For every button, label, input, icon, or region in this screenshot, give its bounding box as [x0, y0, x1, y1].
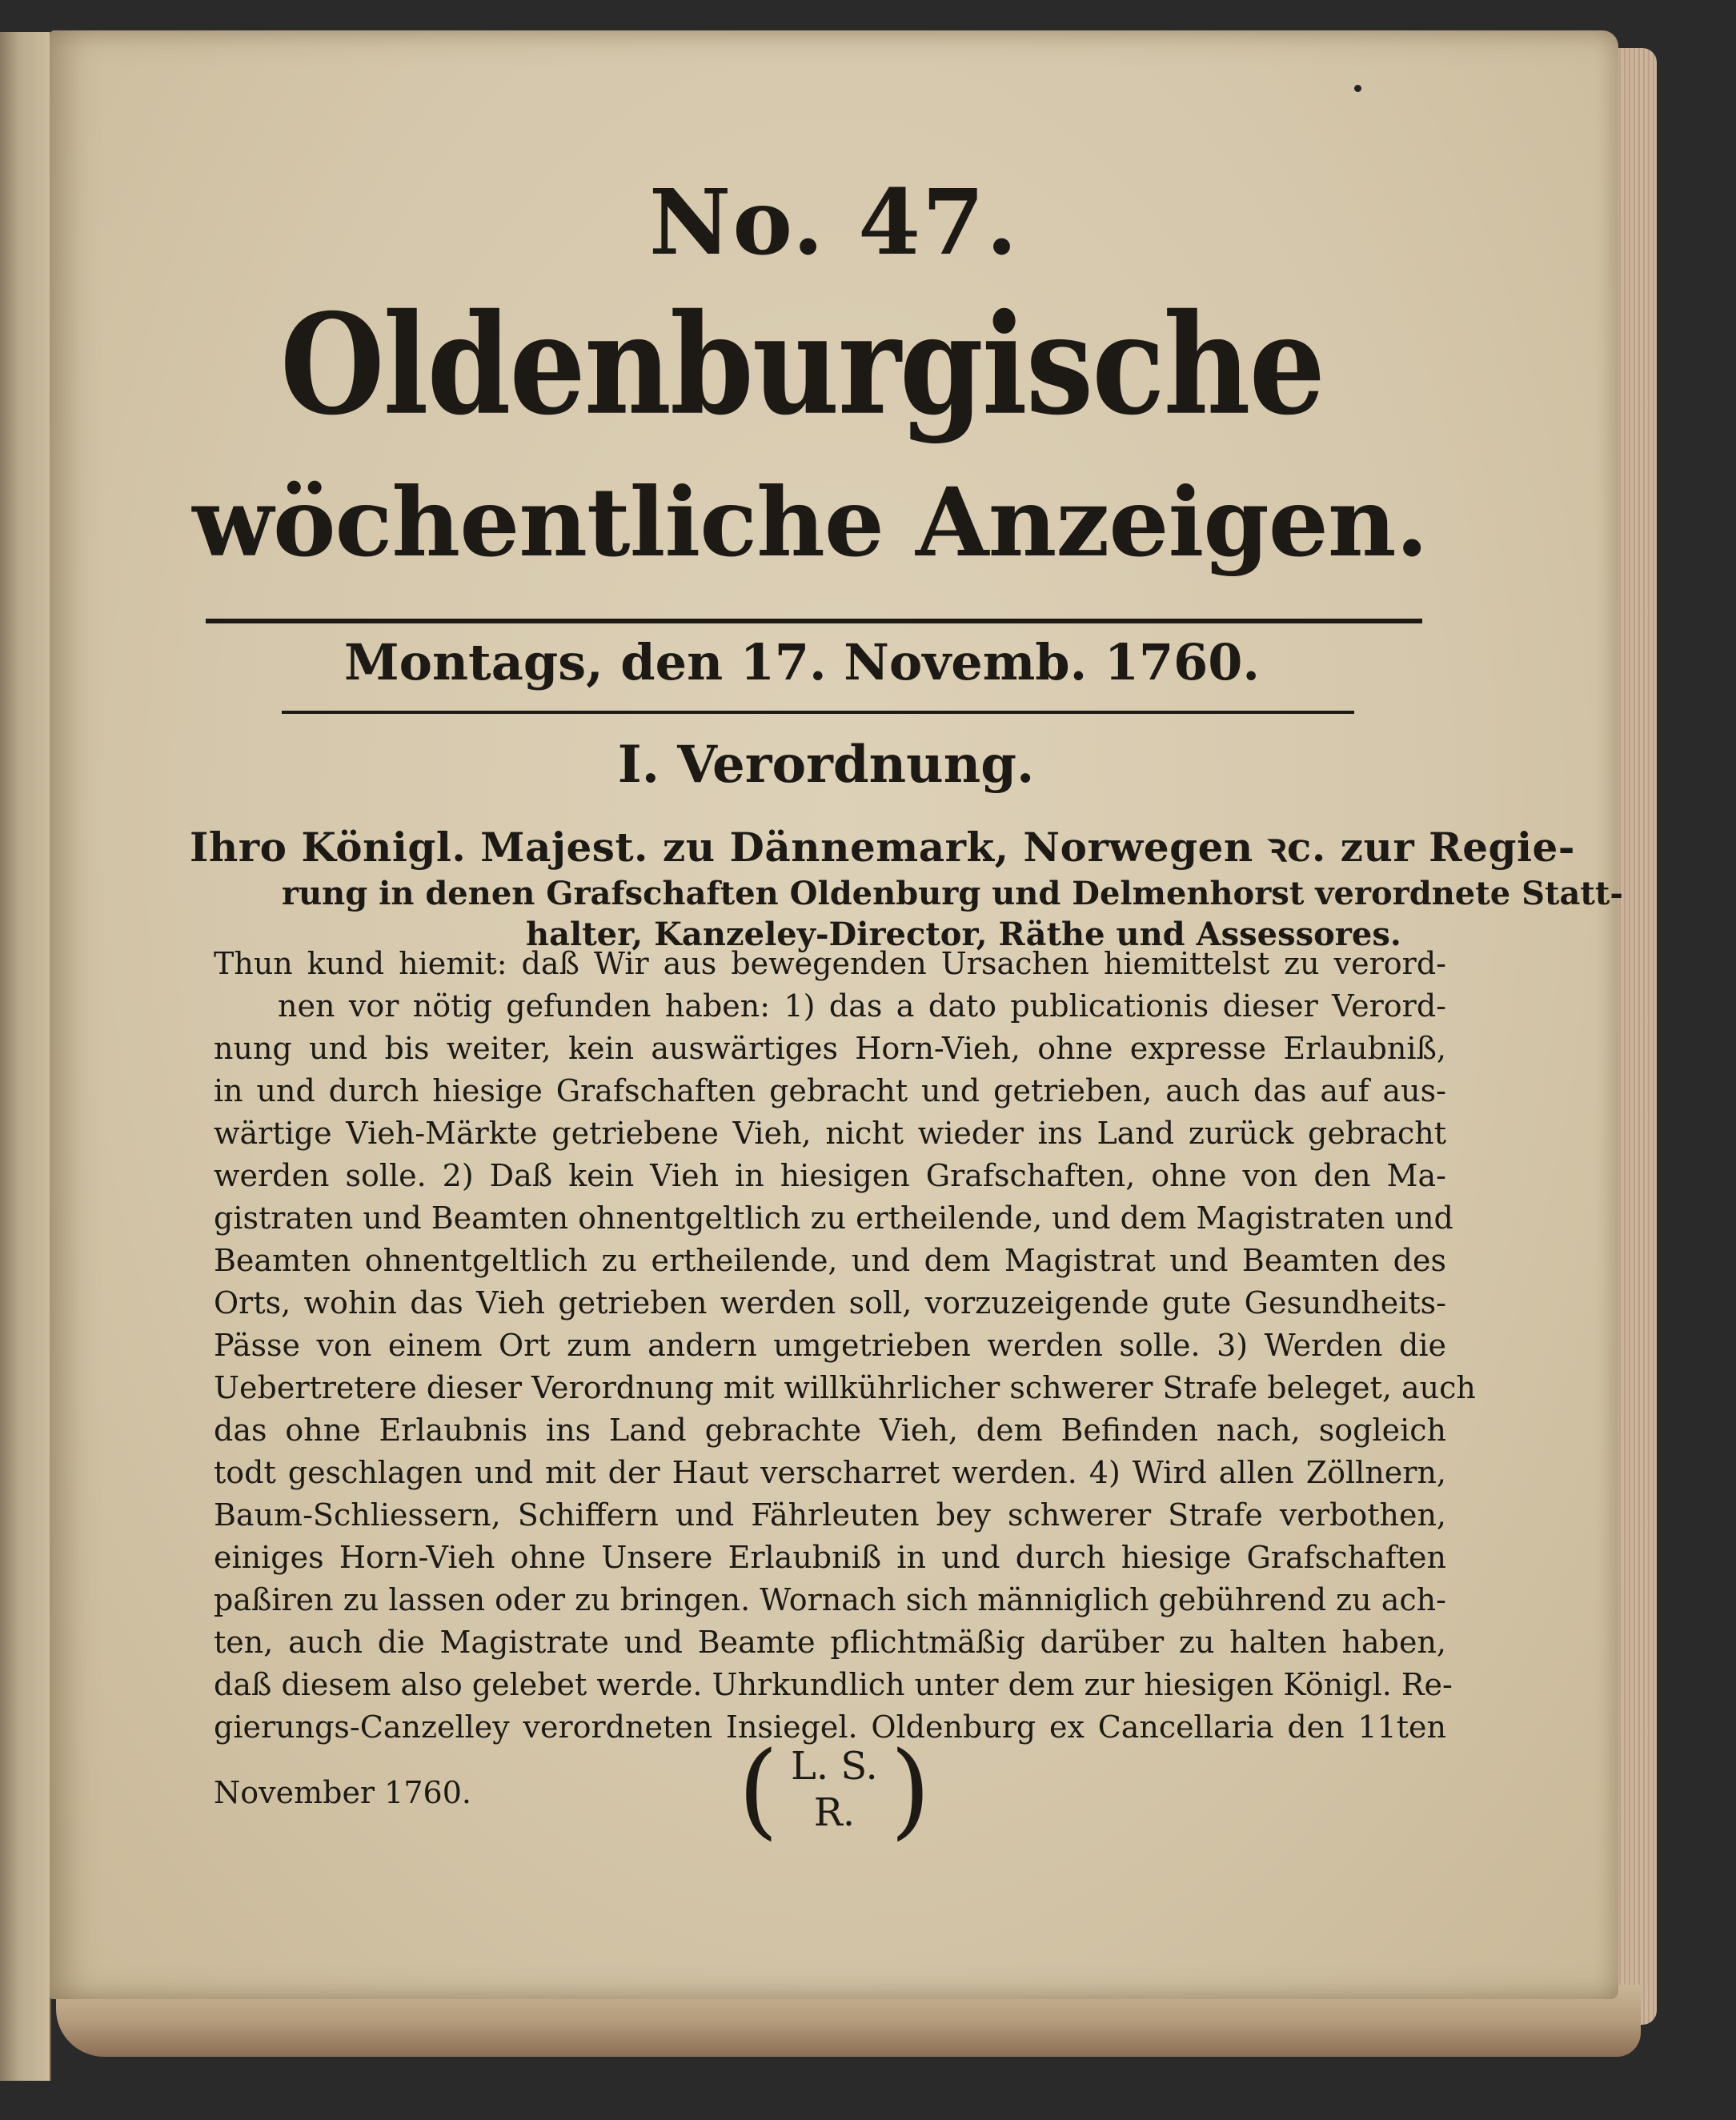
top-rule — [206, 619, 1422, 623]
decree-heading-line: rung in denen Grafschaften Oldenburg und Delmenhorst verordnete Statt- — [282, 875, 1623, 912]
seal-mark — [738, 1729, 931, 1850]
body-line: einiges Horn-Vieh ohne Unsere Erlaubniß in und durch hiesige Grafschaften — [214, 1540, 1446, 1575]
body-line: gistraten und Beamten ohnentgeltlich zu ertheilende, und dem Magistraten und — [214, 1200, 1453, 1236]
body-line: das ohne Erlaubnis ins Land gebrachte Vieh, dem Befinden nach, sogleich — [214, 1413, 1446, 1448]
body-line: Pässe von einem Ort zum andern umgetrieben werden solle. 3) Werden die — [214, 1328, 1446, 1363]
body-line: Orts, wohin das Vieh getrieben werden soll, vorzuzeigende gute Gesundheits- — [214, 1285, 1446, 1320]
closing-date: November 1760. — [214, 1775, 471, 1810]
body-line: wärtige Vieh-Märkte getriebene Vieh, nicht wieder ins Land zurück gebracht — [214, 1116, 1446, 1151]
body-line: todt geschlagen und mit der Haut verscharret werden. 4) Wird allen Zöllnern, — [214, 1455, 1446, 1490]
issue-date: Montags, den 17. Novemb. 1760. — [344, 633, 1260, 691]
body-line: daß diesem also gelebet werde. Uhrkundlich unter dem zur hiesigen Königl. Re- — [214, 1667, 1453, 1702]
seal-line-ls: L. S. — [790, 1744, 878, 1789]
body-line: in und durch hiesige Grafschaften gebracht und getrieben, auch das auf aus- — [214, 1073, 1446, 1108]
date-rule — [282, 711, 1354, 714]
body-line: Baum-Schliessern, Schiffern und Fährleuten bey schwerer Strafe verbothen, — [214, 1497, 1446, 1533]
ink-dot — [1354, 85, 1361, 92]
body-line: nung und bis weiter, kein auswärtiges Horn-Vieh, ohne expresse Erlaubniß, — [214, 1031, 1446, 1066]
seal-right-paren: ) — [890, 1729, 931, 1850]
decree-heading-line: halter, Kanzeley-Director, Räthe und Assessores. — [526, 916, 1401, 953]
seal-left-paren: ( — [738, 1729, 779, 1850]
body-line: ten, auch die Magistrate und Beamte pflichtmäßig darüber zu halten haben, — [214, 1625, 1446, 1660]
issue-number: No. 47. — [649, 170, 1019, 275]
body-line: werden solle. 2) Daß kein Vieh in hiesigen Grafschaften, ohne von den Ma- — [214, 1158, 1446, 1193]
body-line: Uebertretere dieser Verordnung mit willkührlicher schwerer Strafe beleget, auch — [214, 1370, 1476, 1405]
decree-heading — [190, 819, 1623, 953]
body-line: gierungs-Canzelley verordneten Insiegel. Oldenburg ex Cancellaria den 11ten — [214, 1709, 1446, 1745]
section-heading: I. Verordnung. — [617, 735, 1035, 795]
decree-heading-line: Ihro Königl. Majest. zu Dännemark, Norwegen ꝛc. zur Regie- — [190, 824, 1576, 871]
decree-body — [214, 943, 1476, 1749]
title-woechentliche-anzeigen: wöchentliche Anzeigen. — [192, 467, 1428, 578]
body-line: paßiren zu lassen oder zu bringen. Wornach sich männiglich gebührend zu ach- — [214, 1582, 1446, 1617]
body-line: Thun kund hiemit: daß Wir aus bewegenden Ursachen hiemittelst zu verord- — [214, 946, 1446, 981]
newspaper-page — [50, 30, 1623, 1999]
body-line: Beamten ohnentgeltlich zu ertheilende, und dem Magistrat und Beamten des — [214, 1243, 1446, 1278]
seal-text — [791, 1743, 878, 1836]
title-oldenburgische: Oldenburgische — [279, 283, 1325, 447]
seal-line-r: R. — [813, 1790, 856, 1835]
body-line: nen vor nötig gefunden haben: 1) das a dato publicationis dieser Verord- — [278, 988, 1446, 1024]
